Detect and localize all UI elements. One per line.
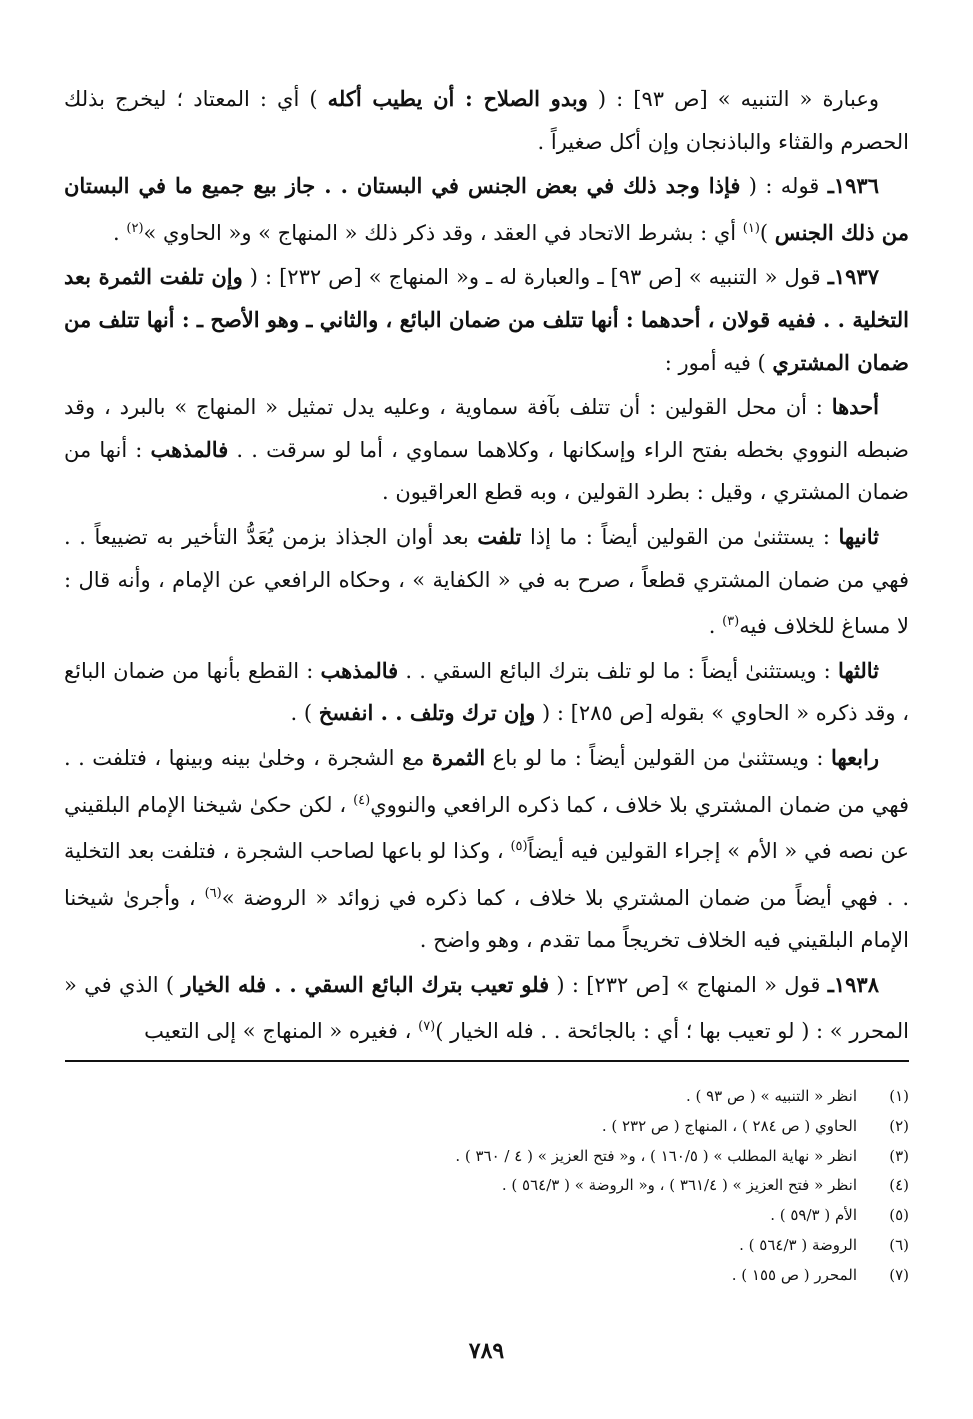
- bold-text: رابعها: [830, 744, 879, 770]
- bold-text: ثانيها: [838, 523, 880, 549]
- footnote-text: الحاوي ( ص ٢٨٤ ) ، المنهاج ( ص ٢٣٢ ) .: [601, 1116, 857, 1135]
- paragraph: [64, 256, 909, 384]
- text-run: ، لكن حكىٰ شيخنا الإمام البلقيني عن نصه في « الأم » إجراء القولين فيه أيضاً: [64, 792, 910, 864]
- text-run: ) فيه أمور :: [664, 350, 773, 375]
- footnote-number: (٥): [889, 1206, 909, 1225]
- main-text: [64, 78, 909, 1055]
- footnote-ref: (١): [742, 220, 760, 236]
- text-run: : أنها من ضمان المشتري ، وقيل : بطرد القولين ، وبه قطع العراقيون .: [64, 437, 909, 505]
- bold-text: ١٩٣٦ـ: [827, 173, 879, 199]
- footnote-item: [64, 1201, 909, 1231]
- text-run: ، وأجرىٰ شيخنا الإمام البلقيني فيه الخلاف تخريجاً مما تقدم ، وهو واضح .: [64, 885, 909, 953]
- paragraph: [64, 650, 909, 735]
- text-run: .: [113, 220, 127, 245]
- text-run: ) .: [290, 701, 319, 726]
- text-run: ، فغيره « المنهاج » إلى التعيب: [144, 1019, 419, 1044]
- paragraph: [64, 165, 909, 254]
- paragraph: [64, 964, 909, 1053]
- bold-text: تلفت: [477, 523, 522, 549]
- footnote-item: [64, 1142, 909, 1172]
- bold-text: وإن تلفت الثمرة بعد التخلية . . ففيه قولان ، أحدهما : أنها تتلف من ضمان البائع ، والثاني ـ وهو الأصح ـ : أنها تتلف من ضمان المشتري: [64, 264, 909, 375]
- bold-text: ١٩٣٧ـ: [827, 264, 879, 290]
- footnote-ref: (٧): [418, 1019, 436, 1035]
- bold-text: فالمذهب: [150, 436, 229, 462]
- text-run: مع الشجرة ، وخلىٰ بينه وبينها ، فتلفت . . فهي من ضمان المشتري بلا خلاف ، كما ذكره الرافعي والنووي: [64, 745, 910, 817]
- footnote-text: انظر « فتح العزيز » ( ٣٦١/٤ ) ، و« الروضة » ( ٥٦٤/٣ ) .: [501, 1176, 857, 1195]
- text-run: أي : بشرط الاتحاد في العقد ، وقد ذكر ذلك « المنهاج » و« الحاوي »: [143, 220, 743, 245]
- footnote-number: (٢): [889, 1116, 909, 1135]
- paragraph: [64, 516, 909, 648]
- footnote-item: [64, 1261, 909, 1291]
- footnote-ref: (٥): [510, 839, 528, 855]
- text-run: ) أي : المعتاد ؛ ليخرج بذلك الحصرم والقثاء والباذنجان وإن أكل صغيراً .: [64, 87, 909, 154]
- footnote-number: (٧): [889, 1265, 909, 1284]
- text-run: : ويستثنىٰ من القولين أيضاً : ما لو باع: [485, 745, 831, 770]
- footnote-text: الأم ( ٥٩/٣ ) .: [770, 1206, 857, 1225]
- bold-text: أحدها: [831, 394, 879, 420]
- footnote-ref: (٣): [722, 614, 740, 630]
- text-run: .: [708, 614, 723, 639]
- footnote-text: الروضة ( ٥٦٤/٣ ) .: [739, 1235, 857, 1254]
- text-run: : أن محل القولين : أن تتلف بآفة سماوية ، وعليه يدل تمثيل « المنهاج » بالبرد ، وقد ضبطه النووي بخطه بفتح الراء وإسكانها ، وكلاهما سماوي ، أما لو سرقت . .: [64, 395, 909, 462]
- bold-text: ثالثها: [837, 657, 879, 683]
- paragraph: [64, 386, 909, 514]
- bold-text: وإن ترك وتلف . . انفسخ: [318, 700, 536, 726]
- footnote-item: [64, 1112, 909, 1142]
- footnote-item: [64, 1082, 909, 1112]
- footnotes: [64, 1082, 909, 1291]
- footnote-item: [64, 1171, 909, 1201]
- footnote-number: (٣): [889, 1146, 909, 1165]
- text-run: قول « التنبيه » [ص ٩٣] ـ والعبارة له ـ و« المنهاج » [ص ٢٣٢] : (: [242, 265, 828, 290]
- text-run: : ويستثنىٰ أيضاً : ما لو تلف بترك البائع السقي . .: [398, 658, 838, 683]
- footnote-number: (١): [889, 1087, 909, 1105]
- text-run: ) الذي في « المحرر » : ( لو تعيب بها ؛ أي : بالجائحة . . فله الخيار ): [64, 972, 909, 1044]
- bold-text: الثمرة: [431, 744, 486, 770]
- text-run: ، وكذا لو باعها لصاحب الشجرة ، فتلفت بعد التخلية . . فهي أيضاً من ضمان المشتري بلا خلاف ، كما ذكره في زوائد « الروضة »: [64, 839, 909, 910]
- page-number: ٧٨٩: [468, 1338, 505, 1364]
- text-run: ): [759, 220, 775, 245]
- text-run: بعد أوان الجذاذ بزمن يُعَدُّ التأخير به تضييعاً . . فهي من ضمان المشتري قطعاً ، صرح به في « الكفاية » ، وحكاه الرافعي عن الإمام ، وأنه قال : لا مساغ للخلاف فيه: [64, 524, 909, 639]
- footnote-text: انظر « نهاية المطلب » ( ١٦٠/٥ ) ، و« فتح العزيز » ( ٤ / ٣٦٠ ) .: [455, 1146, 857, 1165]
- bold-text: ١٩٣٨ـ: [827, 971, 879, 997]
- footnote-number: (٤): [889, 1176, 909, 1195]
- paragraph: [64, 78, 909, 163]
- footnote-ref: (٤): [353, 792, 371, 808]
- text-run: قوله : (: [740, 174, 828, 199]
- paragraph: [64, 737, 909, 962]
- text-run: : القطع بأنها من ضمان البائع ، وقد ذكره « الحاوي » بقوله [ص ٢٨٥] : (: [64, 658, 909, 726]
- bold-text: فإذا وجد ذلك في بعض الجنس في البستان . . جاز بيع جميع ما في البستان من ذلك الجنس: [64, 173, 909, 245]
- footnote-text: المحرر ( ص ١٥٥ ) .: [731, 1265, 857, 1284]
- bold-text: فلو تعيب بترك البائع السقي . . فله الخيار: [181, 971, 550, 997]
- text-run: قول « المنهاج » [ص ٢٣٢] : (: [549, 972, 828, 997]
- footnote-ref: (٦): [204, 885, 222, 901]
- bold-text: فالمذهب: [320, 657, 399, 683]
- footnote-number: (٦): [889, 1235, 909, 1254]
- footnote-separator: [65, 1060, 909, 1062]
- footnote-ref: (٢): [126, 220, 144, 236]
- footnote-text: انظر « التنبيه » ( ص ٩٣ ) .: [685, 1087, 857, 1105]
- footnote-item: [64, 1231, 909, 1261]
- bold-text: وبدو الصلاح : أن يطيب أكله: [327, 86, 588, 111]
- text-run: وعبارة « التنبيه » [ص ٩٣] : (: [587, 87, 879, 111]
- text-run: : يستثنىٰ من القولين أيضاً : ما إذا: [521, 524, 839, 549]
